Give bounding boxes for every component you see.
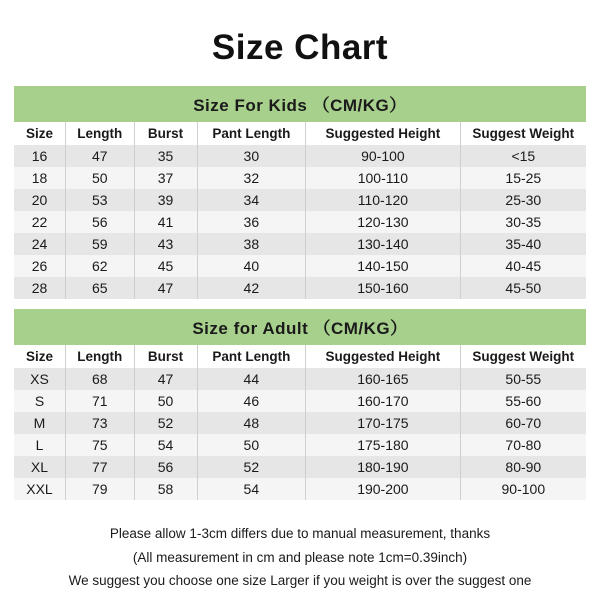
note-line: We suggest you choose one size Larger if you weight is over the suggest one xyxy=(68,573,532,589)
cell: 41 xyxy=(134,211,197,233)
table-row xyxy=(14,211,586,233)
cell: 30 xyxy=(197,145,306,167)
cell: 175-180 xyxy=(306,434,460,456)
cell: 45 xyxy=(134,255,197,277)
cell: 54 xyxy=(134,434,197,456)
cell: 54 xyxy=(197,478,306,500)
cell: 110-120 xyxy=(306,189,460,211)
column-header: Burst xyxy=(134,122,197,145)
cell: 44 xyxy=(197,368,306,390)
table-row xyxy=(14,277,586,299)
cell: 120-130 xyxy=(306,211,460,233)
cell: 16 xyxy=(14,145,65,167)
cell: 37 xyxy=(134,167,197,189)
cell: 47 xyxy=(134,368,197,390)
cell: XXL xyxy=(14,478,65,500)
cell: 40-45 xyxy=(460,255,586,277)
table-row xyxy=(14,368,586,390)
cell: 35 xyxy=(134,145,197,167)
column-header: Suggested Height xyxy=(306,345,460,368)
cell: 60-70 xyxy=(460,412,586,434)
cell: <15 xyxy=(460,145,586,167)
cell: 35-40 xyxy=(460,233,586,255)
table-row xyxy=(14,412,586,434)
cell: 130-140 xyxy=(306,233,460,255)
column-header: Suggest Weight xyxy=(460,122,586,145)
column-header: Suggested Height xyxy=(306,122,460,145)
cell: 50 xyxy=(134,390,197,412)
cell: 71 xyxy=(65,390,134,412)
table-row xyxy=(14,456,586,478)
cell: 59 xyxy=(65,233,134,255)
cell: 30-35 xyxy=(460,211,586,233)
kids-table-band-title: Size For Kids （CM/KG） xyxy=(14,86,586,122)
column-header: Length xyxy=(65,122,134,145)
kids-table-band-header xyxy=(14,86,586,122)
table-row xyxy=(14,167,586,189)
cell: M xyxy=(14,412,65,434)
cell: 52 xyxy=(134,412,197,434)
cell: 50-55 xyxy=(460,368,586,390)
cell: 39 xyxy=(134,189,197,211)
cell: 32 xyxy=(197,167,306,189)
cell: 25-30 xyxy=(460,189,586,211)
cell: 20 xyxy=(14,189,65,211)
table-row xyxy=(14,478,586,500)
table-row xyxy=(14,233,586,255)
cell: 79 xyxy=(65,478,134,500)
cell: 45-50 xyxy=(460,277,586,299)
cell: 80-90 xyxy=(460,456,586,478)
cell: 47 xyxy=(65,145,134,167)
column-header: Suggest Weight xyxy=(460,345,586,368)
cell: 73 xyxy=(65,412,134,434)
cell: 40 xyxy=(197,255,306,277)
cell: 47 xyxy=(134,277,197,299)
cell: 38 xyxy=(197,233,306,255)
column-header: Burst xyxy=(134,345,197,368)
table-row xyxy=(14,145,586,167)
table-row xyxy=(14,390,586,412)
column-header: Size xyxy=(14,122,65,145)
cell: 36 xyxy=(197,211,306,233)
adult-size-table xyxy=(14,309,586,500)
table-row xyxy=(14,255,586,277)
cell: 190-200 xyxy=(306,478,460,500)
table-row xyxy=(14,189,586,211)
column-header: Size xyxy=(14,345,65,368)
page-title: Size Chart xyxy=(211,28,389,67)
adult-table-band-header xyxy=(14,309,586,345)
cell: 90-100 xyxy=(460,478,586,500)
cell: XL xyxy=(14,456,65,478)
kids-size-table xyxy=(14,86,586,299)
cell: 170-175 xyxy=(306,412,460,434)
cell: S xyxy=(14,390,65,412)
cell: 100-110 xyxy=(306,167,460,189)
cell: 160-170 xyxy=(306,390,460,412)
adult-table-column-headers xyxy=(14,345,586,368)
cell: XS xyxy=(14,368,65,390)
cell: 52 xyxy=(197,456,306,478)
adult-table-band-title: Size for Adult （CM/KG） xyxy=(14,309,586,345)
cell: 160-165 xyxy=(306,368,460,390)
cell: 26 xyxy=(14,255,65,277)
cell: L xyxy=(14,434,65,456)
cell: 77 xyxy=(65,456,134,478)
kids-table-column-headers xyxy=(14,122,586,145)
cell: 22 xyxy=(14,211,65,233)
cell: 18 xyxy=(14,167,65,189)
cell: 180-190 xyxy=(306,456,460,478)
cell: 70-80 xyxy=(460,434,586,456)
column-header: Length xyxy=(65,345,134,368)
measurement-notes xyxy=(14,522,586,593)
cell: 56 xyxy=(134,456,197,478)
note-line: Please allow 1-3cm differs due to manual measurement, thanks xyxy=(109,526,491,541)
column-header: Pant Length xyxy=(197,345,306,368)
cell: 50 xyxy=(65,167,134,189)
cell: 90-100 xyxy=(306,145,460,167)
cell: 150-160 xyxy=(306,277,460,299)
cell: 58 xyxy=(134,478,197,500)
cell: 42 xyxy=(197,277,306,299)
cell: 43 xyxy=(134,233,197,255)
cell: 34 xyxy=(197,189,306,211)
table-row xyxy=(14,434,586,456)
cell: 56 xyxy=(65,211,134,233)
cell: 48 xyxy=(197,412,306,434)
cell: 15-25 xyxy=(460,167,586,189)
cell: 75 xyxy=(65,434,134,456)
cell: 28 xyxy=(14,277,65,299)
cell: 53 xyxy=(65,189,134,211)
cell: 62 xyxy=(65,255,134,277)
cell: 46 xyxy=(197,390,306,412)
cell: 140-150 xyxy=(306,255,460,277)
cell: 24 xyxy=(14,233,65,255)
cell: 50 xyxy=(197,434,306,456)
cell: 68 xyxy=(65,368,134,390)
cell: 55-60 xyxy=(460,390,586,412)
note-line: (All measurement in cm and please note 1cm=0.39inch) xyxy=(132,549,468,565)
column-header: Pant Length xyxy=(197,122,306,145)
cell: 65 xyxy=(65,277,134,299)
